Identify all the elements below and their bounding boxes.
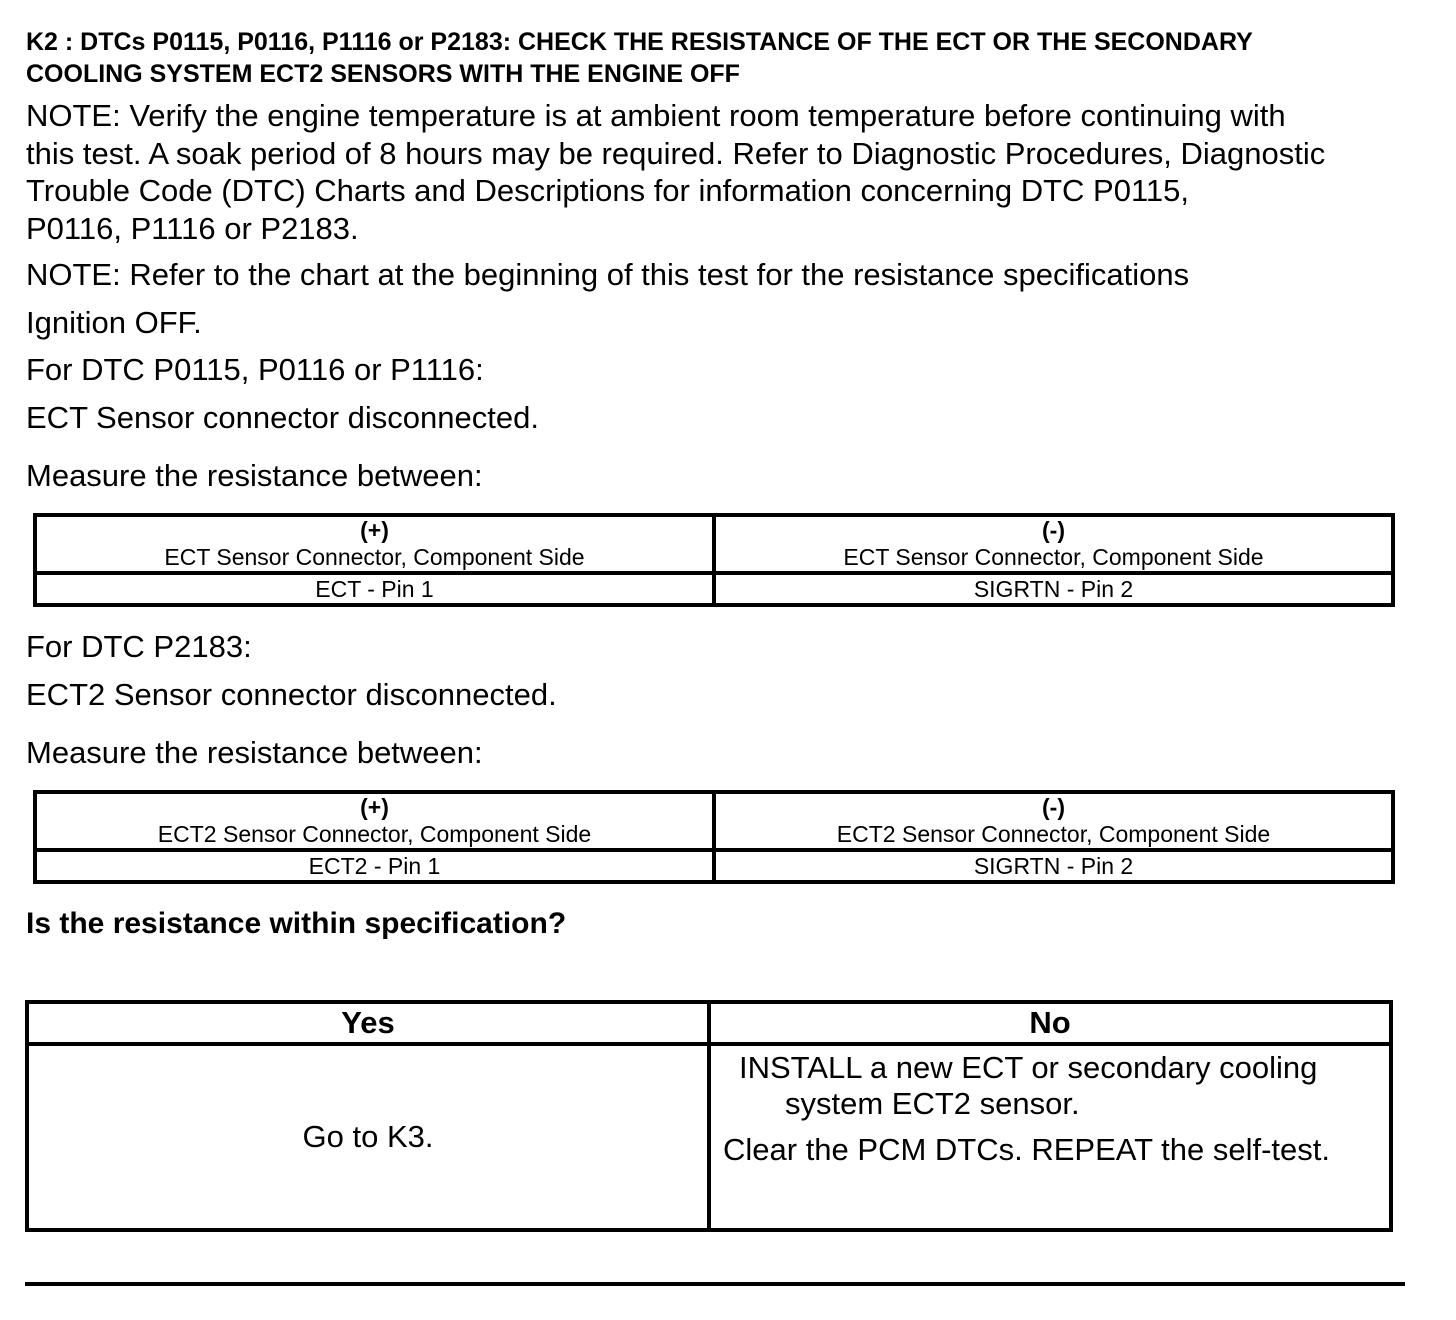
decision-header-row <box>27 1002 1391 1044</box>
note-resistance-chart: NOTE: Refer to the chart at the beginning of this test for the resistance specifications <box>26 257 1190 292</box>
decision-action-row <box>27 1044 1391 1230</box>
negative-polarity: (-) <box>1042 794 1065 820</box>
note-verify-temperature <box>26 97 1325 247</box>
table-row <box>35 573 1393 605</box>
step-heading-line-1: K2 : DTCs P0115, P0116, P1116 or P2183: CHECK THE RESISTANCE OF THE ECT OR THE SECONDARY <box>26 28 1253 56</box>
table-header-row <box>35 792 1393 850</box>
positive-polarity: (+) <box>360 794 389 820</box>
positive-connector-label: ECT2 Sensor Connector, Component Side <box>157 821 592 847</box>
negative-connector-label: ECT Sensor Connector, Component Side <box>843 544 1264 570</box>
dtc-condition-ect2: For DTC P2183: <box>26 629 252 664</box>
decision-table <box>25 1000 1393 1232</box>
negative-pin-value: SIGRTN - Pin 2 <box>714 850 1393 882</box>
table-row <box>35 850 1393 882</box>
negative-lead-header <box>714 515 1393 573</box>
positive-polarity: (+) <box>360 517 389 543</box>
note-line-3: Trouble Code (DTC) Charts and Descriptions for information concerning DTC P0115, <box>26 173 1189 208</box>
bottom-divider <box>25 1282 1405 1286</box>
step-heading-line-2: COOLING SYSTEM ECT2 SENSORS WITH THE ENGINE OFF <box>26 60 740 88</box>
dtc-condition-ect: For DTC P0115, P0116 or P1116: <box>26 352 484 387</box>
measurement-table-ect2 <box>33 790 1395 884</box>
no-header: No <box>709 1002 1391 1044</box>
positive-pin-value: ECT2 - Pin 1 <box>35 850 714 882</box>
note-line-4: P0116, P1116 or P2183. <box>26 210 359 246</box>
positive-pin-value: ECT - Pin 1 <box>35 573 714 605</box>
yes-header: Yes <box>27 1002 709 1044</box>
measurement-table-ect <box>33 513 1395 607</box>
negative-connector-label: ECT2 Sensor Connector, Component Side <box>836 821 1271 847</box>
no-action <box>709 1044 1391 1230</box>
negative-pin-value: SIGRTN - Pin 2 <box>714 573 1393 605</box>
no-action-line-1: INSTALL a new ECT or secondary cooling <box>739 1050 1318 1085</box>
step-heading <box>26 26 1426 90</box>
ignition-instruction: Ignition OFF. <box>26 305 202 340</box>
spec-question: Is the resistance within specification? <box>26 907 567 940</box>
note-line-1: NOTE: Verify the engine temperature is at ambient room temperature before continuing with <box>26 98 1286 133</box>
negative-lead-header <box>714 792 1393 850</box>
note-line-2: this test. A soak period of 8 hours may be required. Refer to Diagnostic Procedures, Diagnostic <box>26 135 1326 171</box>
table-header-row <box>35 515 1393 573</box>
positive-lead-header <box>35 515 714 573</box>
yes-action: Go to K3. <box>27 1044 709 1230</box>
measure-instruction-ect2: Measure the resistance between: <box>26 735 483 770</box>
measure-instruction-ect: Measure the resistance between: <box>26 458 483 493</box>
connector-instruction-ect: ECT Sensor connector disconnected. <box>26 400 539 435</box>
positive-lead-header <box>35 792 714 850</box>
connector-instruction-ect2: ECT2 Sensor connector disconnected. <box>26 677 557 712</box>
no-action-line-2: system ECT2 sensor. <box>785 1086 1080 1121</box>
positive-connector-label: ECT Sensor Connector, Component Side <box>164 544 585 570</box>
no-action-line-3: Clear the PCM DTCs. REPEAT the self-test. <box>723 1132 1330 1167</box>
negative-polarity: (-) <box>1042 517 1065 543</box>
